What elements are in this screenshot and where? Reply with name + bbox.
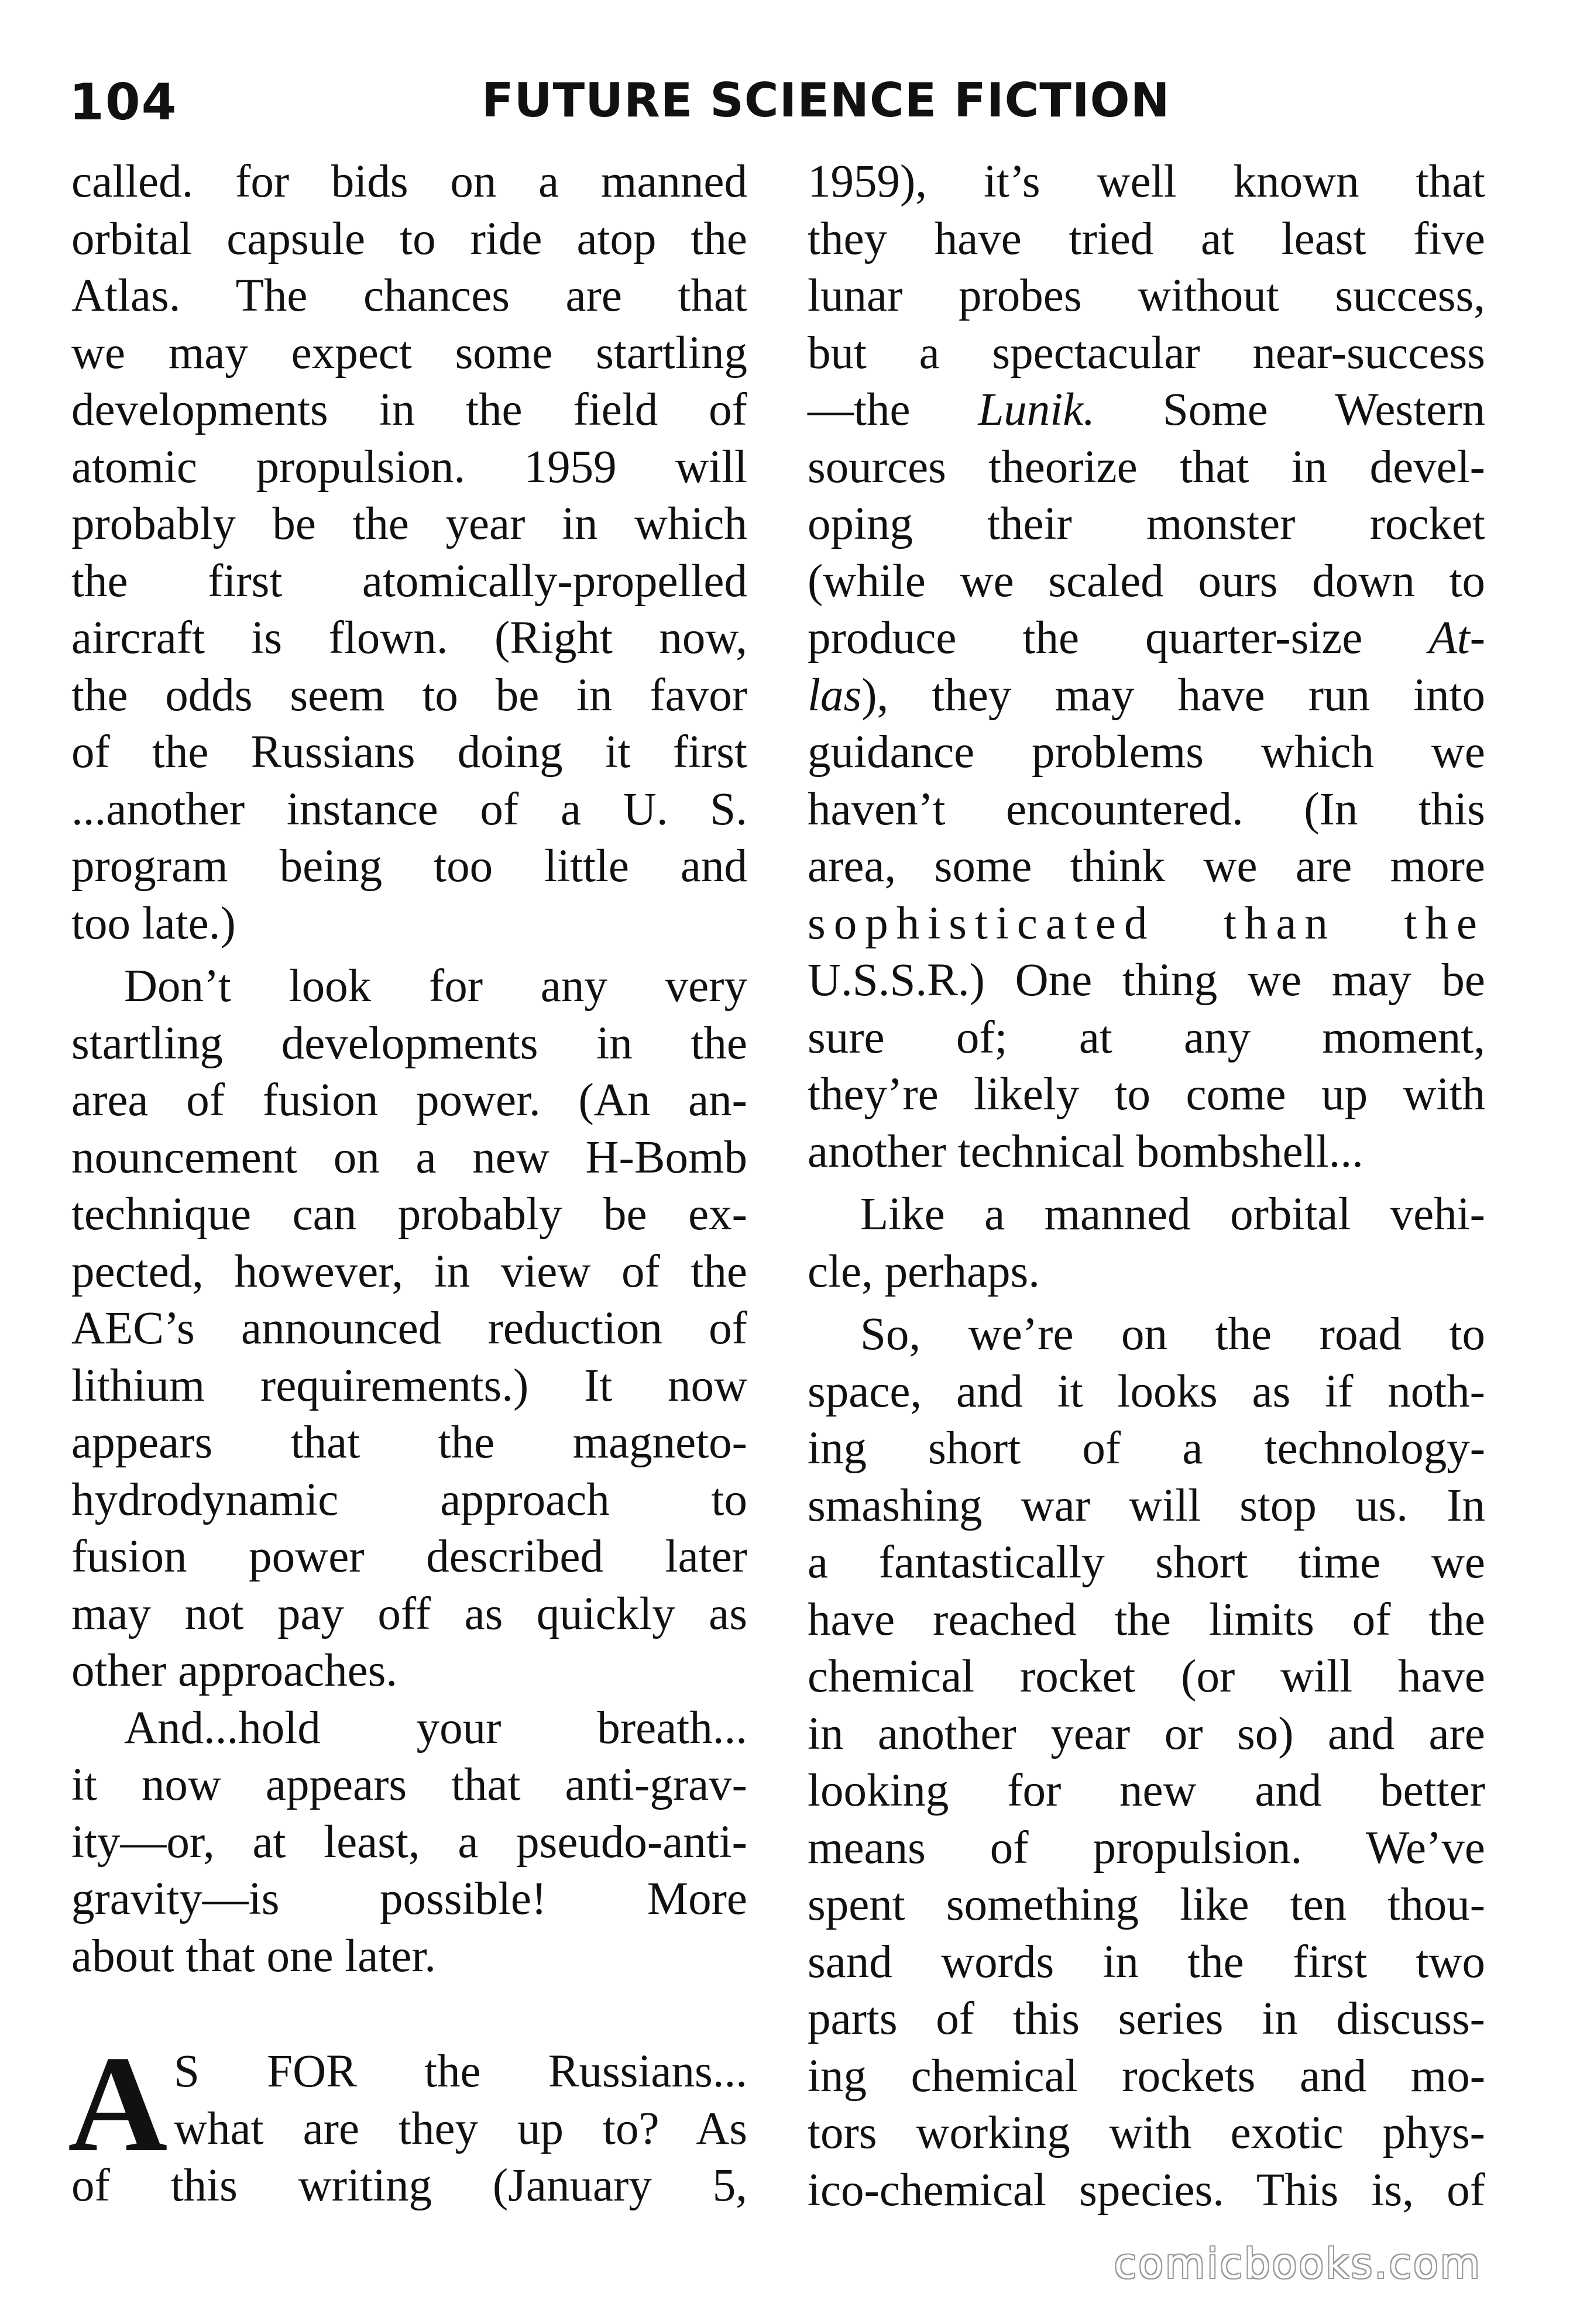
text-line: ico-chemical species. This is, of <box>808 2164 1485 2216</box>
text-line: haven’t encountered. (In this <box>808 783 1485 835</box>
text-line: about that one later. <box>71 1930 437 1982</box>
text-line: tors working with exotic phys- <box>808 2108 1485 2158</box>
text-line: las), they may have run into <box>808 669 1485 721</box>
text-line: but a spectacular near-success <box>808 327 1485 379</box>
text-line: And...hold your breath... <box>124 1702 747 1754</box>
text-line: So, we’re on the road to <box>860 1309 1485 1360</box>
text-line: orbital capsule to ride atop the <box>71 213 747 264</box>
text-line: what are they up to? As <box>174 2103 747 2154</box>
italic-term: Lunik. <box>978 384 1095 435</box>
text-line: Don’t look for any very <box>124 961 747 1012</box>
text-line: called. for bids on a manned <box>71 156 747 207</box>
text-line: Like a manned orbital vehi- <box>860 1189 1485 1240</box>
text-line: oping their monster rocket <box>808 499 1485 549</box>
text-line: sources theorize that in devel- <box>808 441 1485 493</box>
text-line: ing short of a technology- <box>808 1423 1485 1474</box>
paragraph-left-2 <box>71 958 747 1700</box>
text-line: S FOR the Russians... <box>174 2046 747 2097</box>
text-line: technique can probably be ex- <box>71 1189 747 1240</box>
right-column <box>808 153 1485 2219</box>
text-line: a fantastically short time we <box>808 1537 1485 1588</box>
text-line: it now appears that anti-grav- <box>71 1759 747 1810</box>
text-line: other approaches. <box>71 1645 398 1696</box>
text-line: ing chemical rockets and mo- <box>808 2050 1485 2102</box>
page-number: 104 <box>69 73 178 132</box>
text-line: the odds seem to be in favor <box>71 669 747 721</box>
text-line: ...another instance of a U. S. <box>71 783 747 835</box>
paragraph-right-3 <box>808 1306 1485 2219</box>
text-line: have reached the limits of the <box>808 1594 1485 1645</box>
italic-term: las <box>808 669 862 721</box>
text-line: lithium requirements.) It now <box>71 1360 747 1411</box>
text-line: they’re likely to come up with <box>808 1069 1485 1120</box>
page-header <box>0 56 1580 137</box>
text-line: of the Russians doing it first <box>71 727 747 778</box>
text-line: smashing war will stop us. In <box>808 1480 1485 1531</box>
text-line: ity—or, at least, a pseudo-anti- <box>71 1816 747 1868</box>
text-line: startling developments in the <box>71 1017 747 1069</box>
text-line: too late.) <box>71 898 236 949</box>
text-line: pected, however, in view of the <box>71 1246 747 1297</box>
text-line: produce the quarter-size At- <box>808 613 1485 663</box>
text-line: chemical rocket (or will have <box>808 1651 1485 1702</box>
text-line: aircraft is flown. (Right now, <box>71 613 747 663</box>
text-line: hydrodynamic approach to <box>71 1474 747 1525</box>
text-line: fusion power described later <box>71 1531 747 1582</box>
text-line: another technical bombshell... <box>808 1126 1363 1177</box>
text-line: area, some think we are more <box>808 841 1485 892</box>
text-line: gravity—is possible! More <box>71 1873 747 1924</box>
text-line: in another year or so) and are <box>808 1708 1485 1759</box>
paragraph-right-1 <box>808 153 1485 1180</box>
text-line: (while we scaled ours down to <box>808 555 1485 607</box>
text-line: lunar probes without success, <box>808 270 1485 321</box>
text-line: program being too little and <box>71 841 747 892</box>
text-line: probably be the year in which <box>71 499 747 549</box>
text-line: atomic propulsion. 1959 will <box>71 441 747 493</box>
left-column <box>68 153 747 2215</box>
text-line: parts of this series in discuss- <box>808 1993 1485 2044</box>
paragraph-right-2 <box>808 1186 1485 1300</box>
text-line: guidance problems which we <box>808 727 1485 778</box>
text-line: of this writing (January 5, <box>71 2160 747 2211</box>
text-line: U.S.S.R.) One thing we may be <box>808 955 1485 1006</box>
text-line: they have tried at least five <box>808 213 1485 264</box>
text-line: means of propulsion. We’ve <box>808 1822 1485 1873</box>
paragraph-left-4 <box>68 2028 747 2215</box>
text-line: AEC’s announced reduction of <box>71 1303 747 1354</box>
text-line: cle, perhaps. <box>808 1246 1040 1297</box>
text-line: sophisticated than the <box>808 898 1485 949</box>
text-line: nouncement on a new H-Bomb <box>71 1132 747 1183</box>
text-line: sure of; at any moment, <box>808 1012 1485 1063</box>
text-line: may not pay off as quickly as <box>71 1588 747 1639</box>
text-line: developments in the field of <box>71 384 747 435</box>
site-watermark: comicbooks.com <box>1114 2240 1482 2288</box>
text-line: space, and it looks as if noth- <box>808 1366 1485 1417</box>
running-title: FUTURE SCIENCE FICTION <box>482 73 1170 128</box>
text-line: spent something like ten thou- <box>808 1879 1485 1930</box>
text-line: the first atomically-propelled <box>71 555 747 607</box>
text-line: we may expect some startling <box>71 327 747 379</box>
text-line: area of fusion power. (An an- <box>71 1075 747 1126</box>
text-line: appears that the magneto- <box>71 1417 747 1468</box>
text-line: sand words in the first two <box>808 1936 1485 1988</box>
paragraph-left-3 <box>71 1700 747 1985</box>
italic-term: At- <box>1428 613 1485 663</box>
text-line: Atlas. The chances are that <box>71 270 747 321</box>
paragraph-left-1 <box>71 153 747 952</box>
text-line: —the Lunik. Some Western <box>808 384 1485 435</box>
text-line: 1959), it’s well known that <box>808 156 1485 207</box>
text-line: looking for new and better <box>808 1765 1485 1816</box>
drop-cap: A <box>68 2028 168 2181</box>
